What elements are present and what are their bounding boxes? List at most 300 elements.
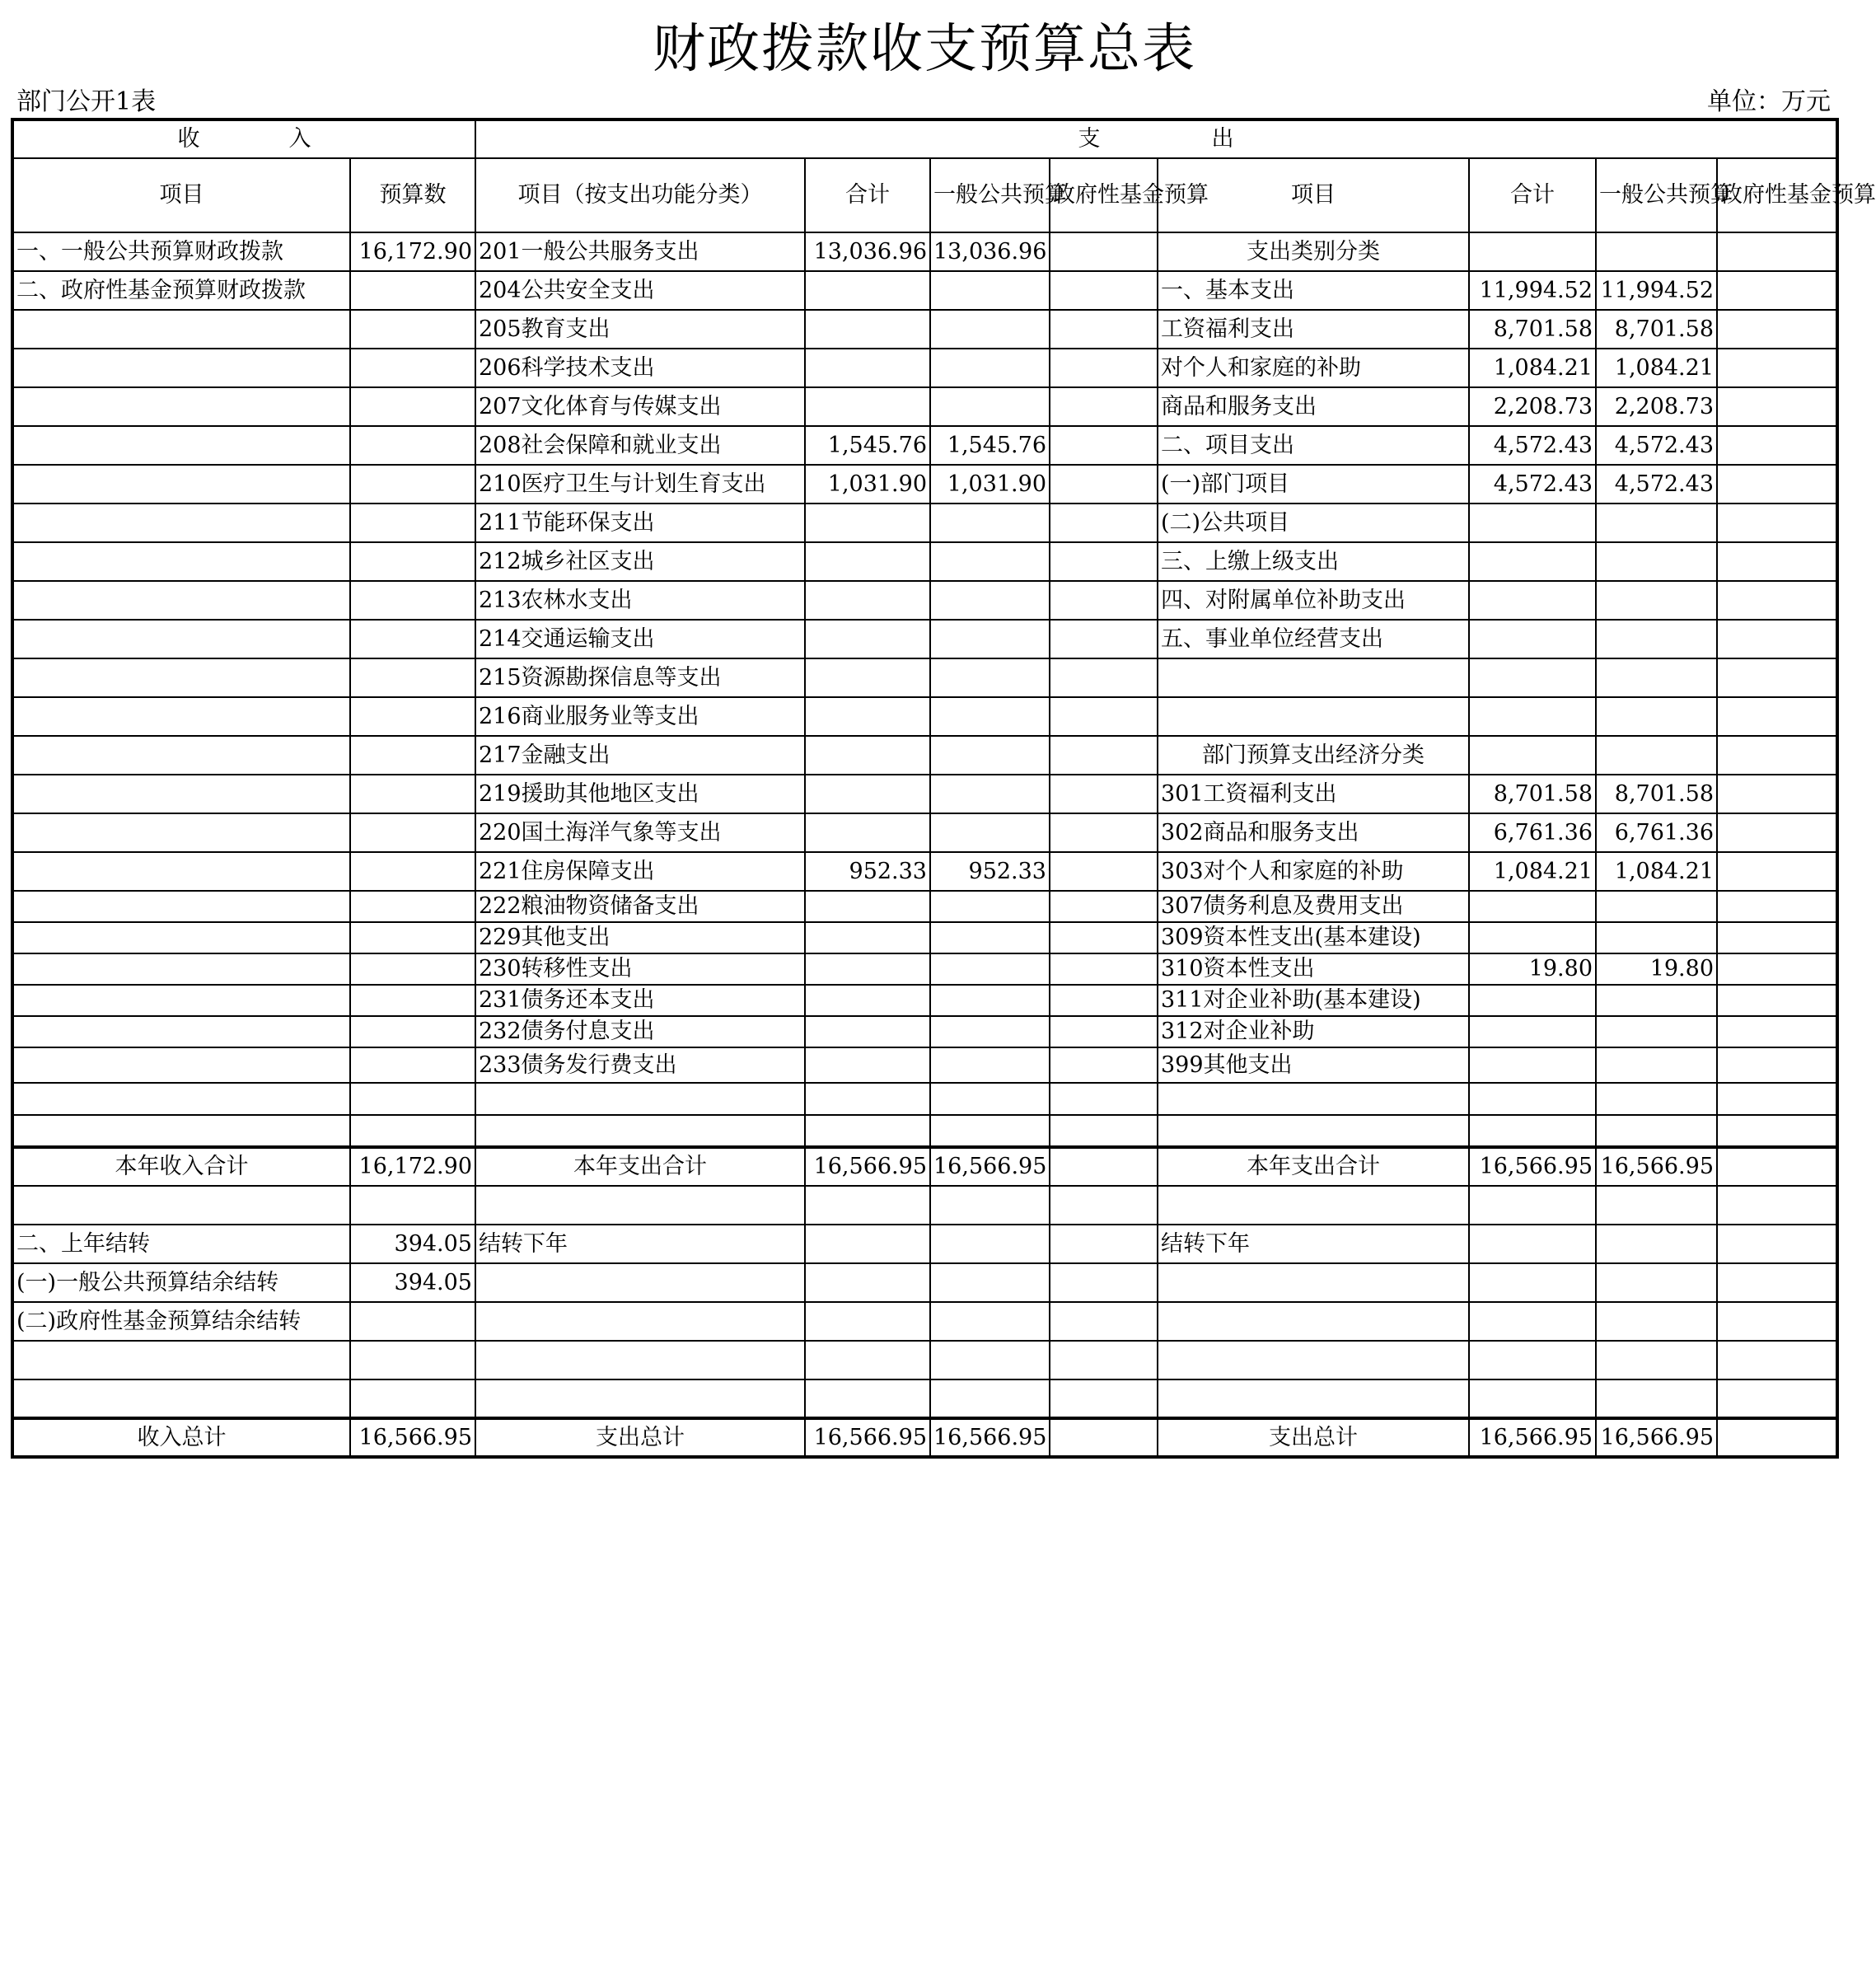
cell-income-amount (350, 465, 475, 504)
cell-func-item: 207文化体育与传媒支出 (475, 387, 805, 426)
cell-econ-fund (1717, 891, 1837, 922)
cell-func-total (805, 1115, 930, 1147)
cell-income-item (12, 1341, 350, 1379)
cell-func-general (930, 891, 1050, 922)
cell-func-total (805, 271, 930, 310)
cell-econ-total: 6,761.36 (1469, 813, 1596, 852)
table-row (12, 1418, 1837, 1457)
cell-econ-fund (1717, 697, 1837, 736)
cell-func-total (805, 658, 930, 697)
cell-func-general (930, 658, 1050, 697)
cell-econ-total: 11,994.52 (1469, 271, 1596, 310)
form-number: 部门公开1表 (16, 87, 157, 116)
cell-func-total (805, 697, 930, 736)
cell-income-item (12, 1186, 350, 1225)
cell-econ-general (1596, 1263, 1717, 1302)
table-row (12, 697, 1837, 736)
cell-income-amount (350, 736, 475, 775)
cell-econ-total: 19.80 (1469, 953, 1596, 985)
cell-func-fund (1050, 697, 1158, 736)
cell-econ-item (1158, 1186, 1469, 1225)
cell-income-amount (350, 581, 475, 620)
cell-func-item: 215资源勘探信息等支出 (475, 658, 805, 697)
cell-income-item (12, 922, 350, 953)
cell-econ-total (1469, 504, 1596, 542)
cell-econ-total: 4,572.43 (1469, 426, 1596, 465)
cell-econ-fund (1717, 1418, 1837, 1457)
cell-econ-total (1469, 232, 1596, 271)
cell-econ-total (1469, 985, 1596, 1016)
cell-func-general: 16,566.95 (930, 1418, 1050, 1457)
table-row (12, 953, 1837, 985)
cell-func-general: 13,036.96 (930, 232, 1050, 271)
table-row (12, 1016, 1837, 1047)
column-header-row (12, 158, 1837, 232)
cell-econ-total (1469, 1016, 1596, 1047)
col-header-total: 合计 (805, 158, 930, 232)
cell-func-general (930, 1115, 1050, 1147)
cell-func-item: 204公共安全支出 (475, 271, 805, 310)
cell-econ-fund (1717, 658, 1837, 697)
cell-func-general (930, 985, 1050, 1016)
col-header-general: 一般公共预算 (930, 158, 1050, 232)
cell-econ-item (1158, 1115, 1469, 1147)
cell-econ-general (1596, 620, 1717, 658)
cell-econ-fund (1717, 1341, 1837, 1379)
cell-income-item (12, 891, 350, 922)
cell-econ-fund (1717, 271, 1837, 310)
cell-income-amount (350, 1115, 475, 1147)
table-row (12, 1263, 1837, 1302)
cell-econ-total: 8,701.58 (1469, 310, 1596, 349)
cell-income-amount (350, 426, 475, 465)
cell-func-general (930, 387, 1050, 426)
cell-econ-fund (1717, 1147, 1837, 1186)
cell-econ-fund (1717, 852, 1837, 891)
cell-func-total (805, 1083, 930, 1115)
cell-income-amount (350, 387, 475, 426)
cell-income-amount (350, 1083, 475, 1115)
cell-income-amount: 16,172.90 (350, 232, 475, 271)
cell-econ-fund (1717, 465, 1837, 504)
cell-func-total (805, 1379, 930, 1418)
cell-income-amount (350, 891, 475, 922)
cell-func-total (805, 310, 930, 349)
cell-func-item: 211节能环保支出 (475, 504, 805, 542)
table-row (12, 310, 1837, 349)
cell-econ-general (1596, 232, 1717, 271)
cell-func-general (930, 922, 1050, 953)
cell-func-fund (1050, 1047, 1158, 1083)
cell-econ-total (1469, 1115, 1596, 1147)
cell-func-fund (1050, 349, 1158, 387)
cell-econ-item: 三、上缴上级支出 (1158, 542, 1469, 581)
cell-econ-item: 五、事业单位经营支出 (1158, 620, 1469, 658)
cell-func-general (930, 1225, 1050, 1263)
cell-income-amount (350, 1341, 475, 1379)
cell-econ-total: 16,566.95 (1469, 1418, 1596, 1457)
unit-label: 单位：万元 (1707, 87, 1831, 116)
cell-func-fund (1050, 1302, 1158, 1341)
cell-func-item: 210医疗卫生与计划生育支出 (475, 465, 805, 504)
table-row (12, 1147, 1837, 1186)
cell-econ-fund (1717, 1047, 1837, 1083)
cell-econ-general (1596, 985, 1717, 1016)
cell-income-item: 一、一般公共预算财政拨款 (12, 232, 350, 271)
cell-econ-general (1596, 736, 1717, 775)
cell-func-item: 本年支出合计 (475, 1147, 805, 1186)
cell-econ-total (1469, 697, 1596, 736)
table-row (12, 985, 1837, 1016)
cell-income-amount (350, 1016, 475, 1047)
cell-func-general (930, 736, 1050, 775)
cell-econ-fund (1717, 581, 1837, 620)
cell-econ-item: 301工资福利支出 (1158, 775, 1469, 813)
cell-income-item (12, 736, 350, 775)
cell-econ-general (1596, 504, 1717, 542)
cell-func-total (805, 1263, 930, 1302)
cell-func-fund (1050, 1225, 1158, 1263)
cell-income-item (12, 387, 350, 426)
cell-func-fund (1050, 504, 1158, 542)
cell-func-total (805, 891, 930, 922)
table-row (12, 349, 1837, 387)
cell-func-fund (1050, 953, 1158, 985)
cell-func-item: 233债务发行费支出 (475, 1047, 805, 1083)
col-header-func-item: 项目（按支出功能分类） (475, 158, 805, 232)
cell-econ-general: 16,566.95 (1596, 1147, 1717, 1186)
cell-income-item (12, 620, 350, 658)
cell-econ-total: 8,701.58 (1469, 775, 1596, 813)
cell-func-item: 214交通运输支出 (475, 620, 805, 658)
cell-econ-total (1469, 1186, 1596, 1225)
col-header-income-item: 项目 (12, 158, 350, 232)
table-row (12, 542, 1837, 581)
cell-econ-fund (1717, 1186, 1837, 1225)
cell-econ-item: (二)公共项目 (1158, 504, 1469, 542)
cell-econ-item: 302商品和服务支出 (1158, 813, 1469, 852)
cell-econ-total (1469, 1083, 1596, 1115)
cell-econ-item (1158, 658, 1469, 697)
cell-func-general (930, 271, 1050, 310)
cell-func-item (475, 1341, 805, 1379)
table-row (12, 1083, 1837, 1115)
table-row (12, 813, 1837, 852)
cell-func-item: 230转移性支出 (475, 953, 805, 985)
cell-func-fund (1050, 271, 1158, 310)
cell-func-total (805, 620, 930, 658)
cell-econ-general: 4,572.43 (1596, 465, 1717, 504)
table-row (12, 1047, 1837, 1083)
cell-func-total: 952.33 (805, 852, 930, 891)
cell-func-fund (1050, 1115, 1158, 1147)
cell-income-item: 二、政府性基金预算财政拨款 (12, 271, 350, 310)
table-row (12, 1115, 1837, 1147)
cell-func-item: 201一般公共服务支出 (475, 232, 805, 271)
expense-header: 支 出 (475, 119, 1837, 158)
header-band-row (12, 119, 1837, 158)
cell-econ-item (1158, 1302, 1469, 1341)
cell-func-fund (1050, 985, 1158, 1016)
cell-econ-item: 本年支出合计 (1158, 1147, 1469, 1186)
cell-func-item: 222粮油物资储备支出 (475, 891, 805, 922)
table-row (12, 775, 1837, 813)
cell-func-fund (1050, 891, 1158, 922)
cell-func-general: 16,566.95 (930, 1147, 1050, 1186)
table-row (12, 658, 1837, 697)
cell-econ-general: 16,566.95 (1596, 1418, 1717, 1457)
cell-income-item: (二)政府性基金预算结余结转 (12, 1302, 350, 1341)
cell-econ-fund (1717, 1225, 1837, 1263)
cell-econ-total: 2,208.73 (1469, 387, 1596, 426)
cell-income-item: 二、上年结转 (12, 1225, 350, 1263)
cell-func-general (930, 1263, 1050, 1302)
cell-func-general: 1,545.76 (930, 426, 1050, 465)
cell-income-amount (350, 1379, 475, 1418)
cell-func-fund (1050, 620, 1158, 658)
table-row (12, 1341, 1837, 1379)
cell-econ-general (1596, 1341, 1717, 1379)
cell-func-total (805, 349, 930, 387)
cell-func-fund (1050, 426, 1158, 465)
cell-income-item (12, 504, 350, 542)
cell-func-general (930, 1341, 1050, 1379)
cell-func-item: 232债务付息支出 (475, 1016, 805, 1047)
cell-econ-item (1158, 1379, 1469, 1418)
cell-econ-item (1158, 1263, 1469, 1302)
page-title: 财政拨款收支预算总表 (653, 19, 1196, 80)
col-header-fund-2: 政府性基金预算 (1717, 158, 1837, 232)
cell-econ-total: 4,572.43 (1469, 465, 1596, 504)
cell-income-item (12, 813, 350, 852)
cell-func-total (805, 1047, 930, 1083)
cell-income-item (12, 465, 350, 504)
cell-func-total (805, 1186, 930, 1225)
cell-func-fund (1050, 813, 1158, 852)
cell-func-general (930, 1186, 1050, 1225)
cell-func-fund (1050, 1341, 1158, 1379)
cell-econ-general (1596, 697, 1717, 736)
cell-func-general (930, 504, 1050, 542)
cell-func-fund (1050, 1016, 1158, 1047)
cell-func-fund (1050, 387, 1158, 426)
cell-income-amount (350, 985, 475, 1016)
cell-income-amount (350, 1047, 475, 1083)
cell-income-amount (350, 658, 475, 697)
cell-econ-fund (1717, 1379, 1837, 1418)
cell-econ-fund (1717, 1016, 1837, 1047)
cell-econ-item: 四、对附属单位补助支出 (1158, 581, 1469, 620)
cell-func-item: 212城乡社区支出 (475, 542, 805, 581)
cell-econ-fund (1717, 985, 1837, 1016)
cell-func-total (805, 1016, 930, 1047)
cell-func-general (930, 581, 1050, 620)
cell-econ-general (1596, 1379, 1717, 1418)
cell-econ-general (1596, 542, 1717, 581)
cell-income-amount (350, 852, 475, 891)
cell-func-item: 221住房保障支出 (475, 852, 805, 891)
cell-func-item (475, 1302, 805, 1341)
cell-econ-total (1469, 922, 1596, 953)
cell-func-total (805, 813, 930, 852)
cell-func-item: 231债务还本支出 (475, 985, 805, 1016)
cell-func-general (930, 1379, 1050, 1418)
cell-econ-item (1158, 1341, 1469, 1379)
cell-func-fund (1050, 736, 1158, 775)
cell-econ-fund (1717, 775, 1837, 813)
cell-econ-total (1469, 1263, 1596, 1302)
cell-econ-fund (1717, 922, 1837, 953)
cell-income-amount (350, 922, 475, 953)
cell-econ-item: 一、基本支出 (1158, 271, 1469, 310)
table-row (12, 1379, 1837, 1418)
cell-income-item (12, 542, 350, 581)
cell-econ-general: 4,572.43 (1596, 426, 1717, 465)
cell-econ-fund (1717, 1302, 1837, 1341)
cell-func-general (930, 953, 1050, 985)
cell-econ-general: 1,084.21 (1596, 349, 1717, 387)
cell-func-total: 1,545.76 (805, 426, 930, 465)
cell-econ-total (1469, 1379, 1596, 1418)
cell-econ-general (1596, 1047, 1717, 1083)
col-header-general-2: 一般公共预算 (1596, 158, 1717, 232)
cell-func-item (475, 1263, 805, 1302)
cell-econ-item (1158, 1083, 1469, 1115)
cell-func-fund (1050, 658, 1158, 697)
cell-func-fund (1050, 1147, 1158, 1186)
cell-econ-general: 8,701.58 (1596, 775, 1717, 813)
cell-func-fund (1050, 1186, 1158, 1225)
cell-econ-item: 310资本性支出 (1158, 953, 1469, 985)
cell-func-total (805, 985, 930, 1016)
cell-income-item (12, 310, 350, 349)
cell-func-fund (1050, 542, 1158, 581)
cell-income-amount (350, 953, 475, 985)
cell-econ-total (1469, 1302, 1596, 1341)
cell-func-item: 219援助其他地区支出 (475, 775, 805, 813)
cell-econ-item: 309资本性支出(基本建设) (1158, 922, 1469, 953)
cell-econ-item: (一)部门项目 (1158, 465, 1469, 504)
cell-func-item: 217金融支出 (475, 736, 805, 775)
cell-econ-fund (1717, 310, 1837, 349)
cell-econ-fund (1717, 504, 1837, 542)
cell-econ-general: 19.80 (1596, 953, 1717, 985)
cell-econ-general: 8,701.58 (1596, 310, 1717, 349)
cell-econ-item: 结转下年 (1158, 1225, 1469, 1263)
cell-econ-fund (1717, 1115, 1837, 1147)
table-row (12, 620, 1837, 658)
cell-func-fund (1050, 1418, 1158, 1457)
cell-func-general (930, 310, 1050, 349)
table-row (12, 271, 1837, 310)
cell-income-amount (350, 1186, 475, 1225)
cell-econ-item: 部门预算支出经济分类 (1158, 736, 1469, 775)
cell-func-total (805, 953, 930, 985)
cell-income-item: (一)一般公共预算结余结转 (12, 1263, 350, 1302)
budget-table (11, 118, 1876, 1459)
cell-func-general (930, 620, 1050, 658)
col-header-fund: 政府性基金预算 (1050, 158, 1158, 232)
table-row (12, 232, 1837, 271)
cell-func-general (930, 775, 1050, 813)
cell-func-general (930, 813, 1050, 852)
col-header-income-amount: 预算数 (350, 158, 475, 232)
cell-income-amount: 394.05 (350, 1225, 475, 1263)
cell-func-total: 13,036.96 (805, 232, 930, 271)
cell-econ-fund (1717, 349, 1837, 387)
cell-func-item: 220国土海洋气象等支出 (475, 813, 805, 852)
cell-income-amount (350, 349, 475, 387)
cell-econ-fund (1717, 1263, 1837, 1302)
cell-econ-total (1469, 891, 1596, 922)
cell-income-item (12, 1016, 350, 1047)
cell-func-item: 支出总计 (475, 1418, 805, 1457)
table-body (12, 119, 1876, 1457)
cell-econ-general: 2,208.73 (1596, 387, 1717, 426)
cell-econ-total (1469, 1341, 1596, 1379)
cell-income-item (12, 349, 350, 387)
cell-econ-general (1596, 1083, 1717, 1115)
cell-econ-general (1596, 658, 1717, 697)
cell-func-total (805, 922, 930, 953)
cell-econ-general: 1,084.21 (1596, 852, 1717, 891)
cell-income-item (12, 1047, 350, 1083)
cell-income-item (12, 985, 350, 1016)
cell-func-total (805, 1341, 930, 1379)
cell-income-amount: 16,566.95 (350, 1418, 475, 1457)
cell-func-item (475, 1115, 805, 1147)
cell-income-amount (350, 620, 475, 658)
col-header-total-2: 合计 (1469, 158, 1596, 232)
cell-func-total (805, 542, 930, 581)
cell-econ-item: 支出总计 (1158, 1418, 1469, 1457)
cell-income-item (12, 1083, 350, 1115)
income-header: 收 入 (12, 119, 475, 158)
cell-econ-total: 16,566.95 (1469, 1147, 1596, 1186)
cell-econ-total: 1,084.21 (1469, 349, 1596, 387)
cell-income-amount: 394.05 (350, 1263, 475, 1302)
cell-econ-fund (1717, 387, 1837, 426)
cell-func-general (930, 697, 1050, 736)
cell-income-item (12, 581, 350, 620)
table-row (12, 504, 1837, 542)
table-row (12, 426, 1837, 465)
cell-econ-fund (1717, 736, 1837, 775)
cell-func-fund (1050, 1263, 1158, 1302)
cell-func-total: 1,031.90 (805, 465, 930, 504)
cell-econ-fund (1717, 953, 1837, 985)
cell-func-fund (1050, 922, 1158, 953)
cell-func-item (475, 1186, 805, 1225)
cell-func-total (805, 775, 930, 813)
table-row (12, 852, 1837, 891)
cell-econ-general (1596, 1115, 1717, 1147)
cell-func-general (930, 1047, 1050, 1083)
cell-func-total: 16,566.95 (805, 1147, 930, 1186)
cell-income-item (12, 1379, 350, 1418)
cell-econ-total (1469, 1047, 1596, 1083)
cell-func-item: 206科学技术支出 (475, 349, 805, 387)
cell-func-total (805, 1225, 930, 1263)
cell-func-total (805, 1302, 930, 1341)
cell-income-amount (350, 697, 475, 736)
cell-econ-fund (1717, 426, 1837, 465)
cell-func-item: 229其他支出 (475, 922, 805, 953)
cell-income-item (12, 426, 350, 465)
cell-econ-item: 支出类别分类 (1158, 232, 1469, 271)
cell-func-fund (1050, 1083, 1158, 1115)
table-row (12, 1186, 1837, 1225)
